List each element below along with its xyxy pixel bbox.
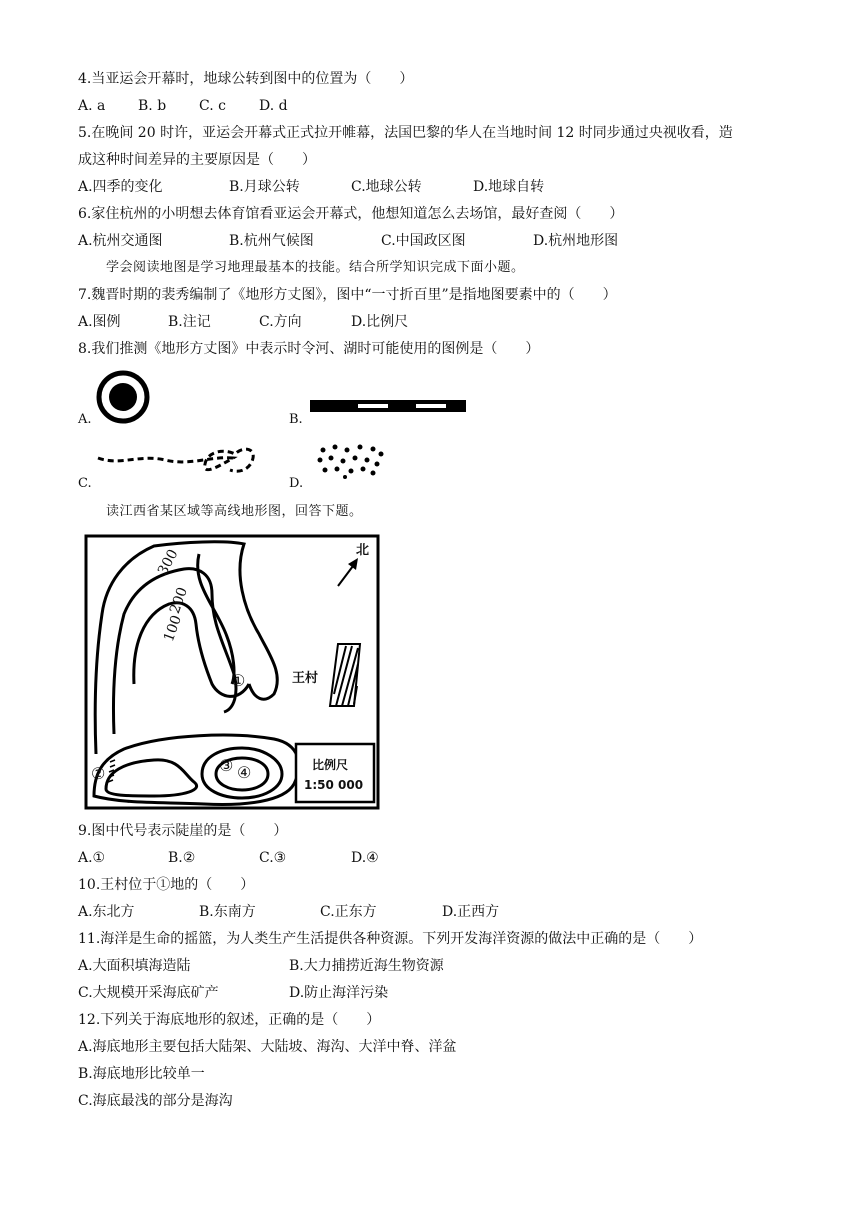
question-7-stem: 7.魏晋时期的裴秀编制了《地形方丈图》，图中“一寸折百里”是指地图要素中的（ ）: [78, 287, 617, 303]
q4-option-a: A. a: [78, 98, 106, 114]
map-point-3: ③: [219, 756, 234, 775]
q5-option-d: D.地球自转: [473, 179, 545, 195]
q7-option-c: C.方向: [259, 314, 302, 330]
q6-option-a: A.杭州交通图: [78, 233, 163, 249]
q8-option-d-dots-icon: [315, 442, 387, 480]
question-4-stem: 4.当亚运会开幕时，地球公转到图中的位置为（ ）: [78, 71, 414, 87]
q7-option-d: D.比例尺: [351, 314, 409, 330]
map-north-label: 北: [356, 543, 370, 558]
q5-option-a: A.四季的变化: [78, 179, 163, 195]
scale-box-value: 1:50 000: [304, 778, 364, 792]
map-point-4: ④: [237, 763, 252, 782]
question-5-stem-line2: 成这种时间差异的主要原因是（ ）: [78, 152, 316, 168]
map-point-2: ②: [91, 764, 106, 783]
q9-option-b: B.②: [168, 850, 196, 866]
q11-option-a: A.大面积填海造陆: [78, 958, 191, 974]
q10-option-c: C.正东方: [320, 904, 377, 920]
question-6-stem: 6.家住杭州的小明想去体育馆看亚运会开幕式，他想知道怎么去场馆，最好查阅（ ）: [78, 206, 624, 222]
q12-option-c: C.海底最浅的部分是海沟: [78, 1093, 233, 1109]
contour-map-intro: 读江西省某区域等高线地形图，回答下题。: [106, 504, 363, 519]
map-skill-intro: 学会阅读地图是学习地理最基本的技能。结合所学知识完成下面小题。: [106, 260, 525, 275]
q4-option-d: D. d: [259, 98, 288, 114]
q8-label-d: D.: [289, 476, 304, 491]
question-12-stem: 12.下列关于海底地形的叙述，正确的是（ ）: [78, 1012, 381, 1028]
q8-option-b-scale-bar-icon: [308, 398, 468, 414]
q7-option-b: B.注记: [168, 314, 211, 330]
q10-option-a: A.东北方: [78, 904, 135, 920]
q8-option-c-dashed-river-icon: [95, 440, 260, 480]
contour-label-100: 100: [160, 613, 186, 644]
map-point-1: ①: [231, 671, 246, 690]
q6-option-d: D.杭州地形图: [533, 233, 619, 249]
question-9-stem: 9.图中代号表示陡崖的是（ ）: [78, 823, 288, 839]
q11-option-b: B.大力捕捞近海生物资源: [289, 958, 444, 974]
q11-option-c: C.大规模开采海底矿产: [78, 985, 219, 1001]
q12-option-a: A.海底地形主要包括大陆架、大陆坡、海沟、大洋中脊、洋盆: [78, 1039, 457, 1055]
q6-option-c: C.中国政区图: [381, 233, 466, 249]
question-10-stem: 10.王村位于①地的（ ）: [78, 877, 255, 893]
q4-option-b: B. b: [138, 98, 167, 114]
q4-option-c: C. c: [199, 98, 226, 114]
q9-option-a: A.①: [78, 850, 106, 866]
q10-option-d: D.正西方: [442, 904, 500, 920]
q8-label-c: C.: [78, 476, 92, 491]
contour-label-200: 200: [166, 585, 192, 616]
wang-village-label: 王村: [292, 671, 319, 686]
q8-option-a-symbol-icon: [96, 370, 152, 426]
question-5-stem-line1: 5.在晚间 20 时许，亚运会开幕式正式拉开帷幕，法国巴黎的华人在当地时间 12 时同步通过央视收看，造: [78, 125, 733, 141]
q7-option-a: A.图例: [78, 314, 121, 330]
contour-label-300: 300: [154, 546, 182, 578]
q6-option-b: B.杭州气候图: [229, 233, 314, 249]
q9-option-c: C.③: [259, 850, 287, 866]
question-8-stem: 8.我们推测《地形方丈图》中表示时令河、湖时可能使用的图例是（ ）: [78, 341, 540, 357]
q10-option-b: B.东南方: [199, 904, 256, 920]
q9-option-d: D.④: [351, 850, 379, 866]
q11-option-d: D.防止海洋污染: [289, 985, 389, 1001]
q5-option-c: C.地球公转: [351, 179, 422, 195]
q12-option-b: B.海底地形比较单一: [78, 1066, 205, 1082]
q5-option-b: B.月球公转: [229, 179, 300, 195]
scale-box-title: 比例尺: [312, 758, 349, 772]
q8-label-a: A.: [78, 412, 92, 427]
question-11-stem: 11.海洋是生命的摇篮，为人类生产生活提供各种资源。下列开发海洋资源的做法中正确的是（ ）: [78, 931, 703, 947]
q8-label-b: B.: [289, 412, 303, 427]
